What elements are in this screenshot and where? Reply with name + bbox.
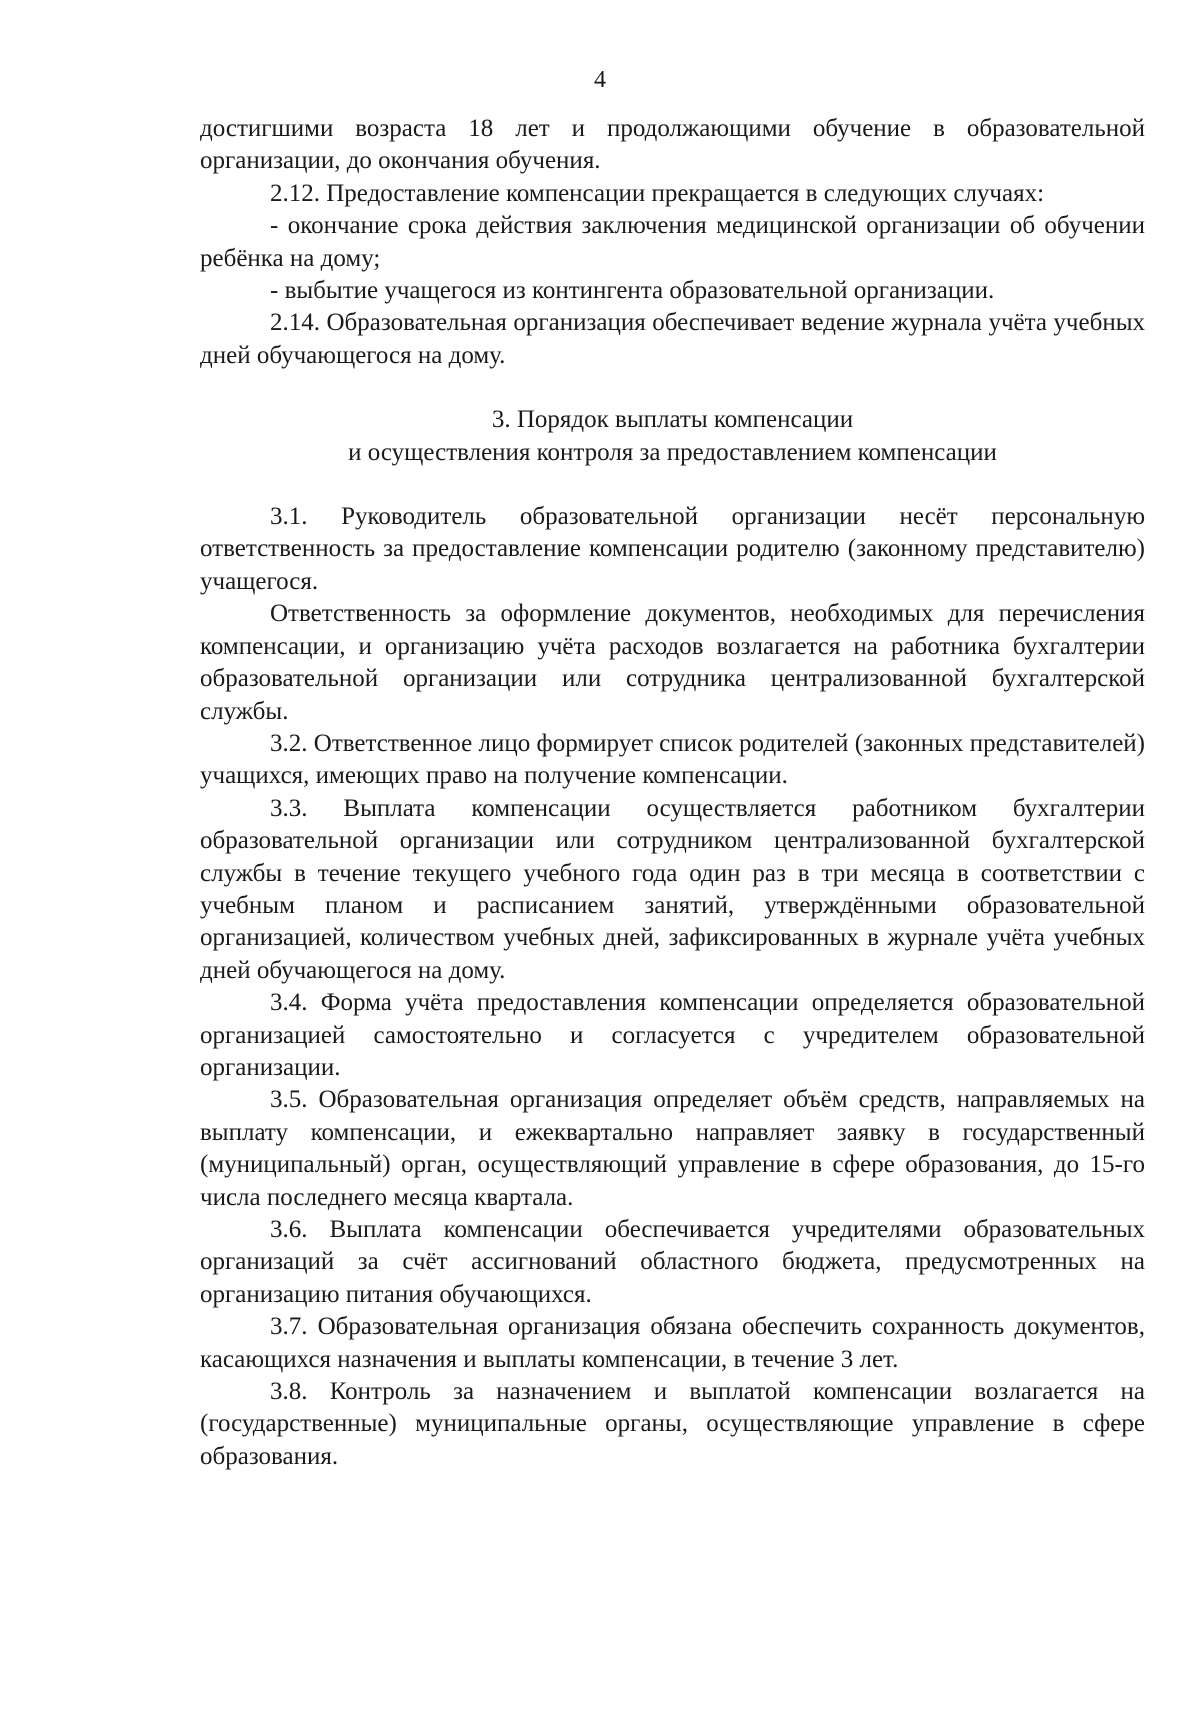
page-number: 4 xyxy=(594,67,606,93)
list-item-conclusion-expiry: - окончание срока действия заключения медицинской организации об обучении ребёнка на дому; xyxy=(200,212,1145,272)
paragraph-3-4: 3.4. Форма учёта предоставления компенсации определяется образовательной организацией самостоятельно и согласуется с учредителем образовательной организации. xyxy=(200,989,1145,1081)
paragraph-3-1-responsibility: Ответственность за оформление документов, необходимых для перечисления компенсации, и организацию учёта расходов возлагается на работника бухгалтерии образовательной организации или сотрудника централизованной бухгалтерской службы. xyxy=(200,600,1145,725)
document-body xyxy=(200,113,1145,1473)
paragraph-3-5: 3.5. Образовательная организация определяет объём средств, направляемых на выплату компенсации, и ежеквартально направляет заявку в государственный (муниципальный) орган, осуществляющий управление в сфере образования, до 15-го числа последнего месяца квартала. xyxy=(200,1086,1145,1211)
section-3-heading-line2: и осуществления контроля за предоставлением компенсации xyxy=(348,438,997,466)
section-3-heading xyxy=(200,404,1145,469)
paragraph-2-14: 2.14. Образовательная организация обеспечивает ведение журнала учёта учебных дней обучающегося на дому. xyxy=(200,309,1145,369)
paragraph-3-7: 3.7. Образовательная организация обязана обеспечить сохранность документов, касающихся назначения и выплаты компенсации, в течение 3 лет. xyxy=(200,1313,1145,1373)
list-item-student-withdrawal: - выбытие учащегося из контингента образовательной организации. xyxy=(270,277,995,305)
paragraph-3-6: 3.6. Выплата компенсации обеспечивается учредителями образовательных организаций за счёт ассигнований областного бюджета, предусмотренных на организацию питания обучающихся. xyxy=(200,1216,1145,1308)
paragraph-continuation: достигшими возраста 18 лет и продолжающими обучение в образовательной организации, до окончания обучения. xyxy=(200,115,1145,175)
paragraph-3-8: 3.8. Контроль за назначением и выплатой компенсации возлагается на (государственные) муниципальные органы, осуществляющие управление в сфере образования. xyxy=(200,1378,1145,1470)
paragraph-3-2: 3.2. Ответственное лицо формирует список родителей (законных представителей) учащихся, имеющих право на получение компенсации. xyxy=(200,729,1145,790)
paragraph-3-1: 3.1. Руководитель образовательной организации несёт персональную ответственность за предоставление компенсации родителю (законному представителю) учащегося. xyxy=(200,503,1145,595)
paragraph-3-3: 3.3. Выплата компенсации осуществляется работником бухгалтерии образовательной организации или сотрудником централизованной бухгалтерской службы в течение текущего учебного года один раз в три месяца в соответствии с учебным планом и расписанием занятий, утверждёнными образовательной организацией, количеством учебных дней, зафиксированных в журнале учёта учебных дней обучающегося на дому. xyxy=(200,794,1145,984)
paragraph-2-12: 2.12. Предоставление компенсации прекращается в следующих случаях: xyxy=(270,179,1045,207)
section-3-heading-line1: 3. Порядок выплаты компенсации xyxy=(491,406,854,434)
